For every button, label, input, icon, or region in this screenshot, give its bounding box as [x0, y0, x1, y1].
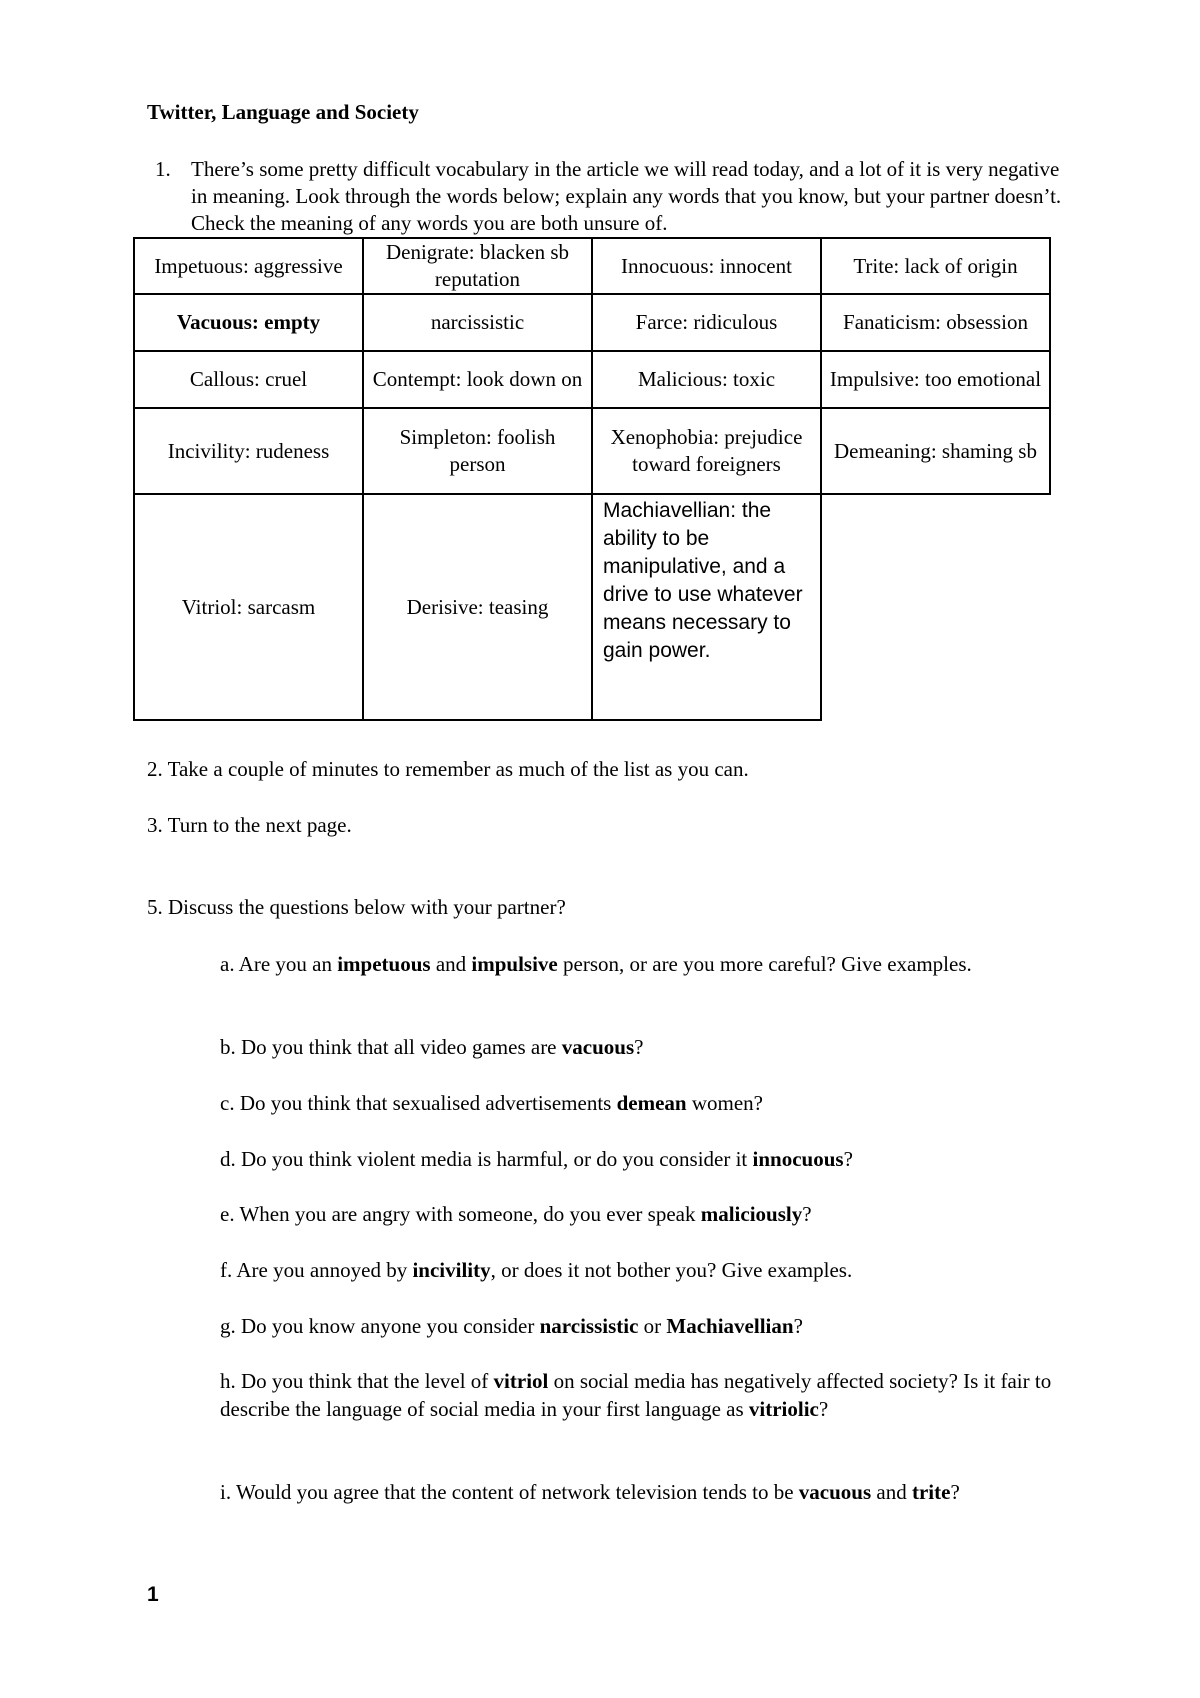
keyword: impulsive	[471, 952, 558, 976]
text-run: person, or are you more careful? Give examples.	[557, 952, 972, 976]
table-cell: Impulsive: too emotional	[821, 351, 1050, 408]
question-1-text: There’s some pretty difficult vocabulary in the article we will read today, and a lot of it is very negative in meaning. Look through the words below; explain any words that you know, but your partner doesn’t. Check the meaning of any words you are both unsure of.	[191, 157, 1062, 235]
text-run: ?	[634, 1035, 644, 1059]
question-2: 2. Take a couple of minutes to remember as much of the list as you can.	[147, 757, 749, 781]
text-run: , or does it not bother you? Give examples.	[490, 1258, 853, 1282]
text-run: g. Do you know anyone you consider	[220, 1314, 540, 1338]
text-run: i. Would you agree that the content of network television tends to be	[220, 1480, 799, 1504]
table-cell: Incivility: rudeness	[134, 408, 363, 494]
table-row	[134, 351, 1050, 408]
table-cell: Impetuous: aggressive	[134, 238, 363, 294]
table-cell: narcissistic	[363, 294, 592, 351]
table-cell: Machiavellian: the ability to be manipulative, and a drive to use whatever means necessary to gain power.	[592, 494, 821, 720]
table-cell: Callous: cruel	[134, 351, 363, 408]
text-run: ?	[843, 1147, 853, 1171]
page-number: 1	[147, 1583, 159, 1606]
table-cell: Farce: ridiculous	[592, 294, 821, 351]
table-row	[134, 408, 1050, 494]
text-run: b. Do you think that all video games are	[220, 1035, 562, 1059]
discussion-question-i	[220, 1478, 1060, 1506]
discussion-question-a	[220, 950, 1060, 978]
table-cell: Demeaning: shaming sb	[821, 408, 1050, 494]
text-run: women?	[686, 1091, 763, 1115]
keyword: narcissistic	[539, 1314, 639, 1338]
question-1	[155, 156, 1065, 237]
table-cell: Xenophobia: prejudice toward foreigners	[592, 408, 821, 494]
discussion-question-d	[220, 1145, 1060, 1173]
table-cell: Simpleton: foolish person	[363, 408, 592, 494]
text-run: c. Do you think that sexualised advertisements	[220, 1091, 617, 1115]
table-row	[134, 494, 1050, 720]
table-cell: Derisive: teasing	[363, 494, 592, 720]
table-row	[134, 294, 1050, 351]
table-cell: Trite: lack of origin	[821, 238, 1050, 294]
question-5: 5. Discuss the questions below with your partner?	[147, 895, 566, 919]
keyword: maliciously	[700, 1202, 803, 1226]
table-cell: Malicious: toxic	[592, 351, 821, 408]
discussion-question-c	[220, 1089, 1060, 1117]
text-run: h. Do you think that the level of	[220, 1369, 494, 1393]
keyword: Machiavellian	[666, 1314, 794, 1338]
keyword: trite	[911, 1480, 951, 1504]
table-cell: Fanaticism: obsession	[821, 294, 1050, 351]
keyword: incivility	[412, 1258, 491, 1282]
keyword: innocuous	[752, 1147, 844, 1171]
table-row	[134, 238, 1050, 294]
vocabulary-table	[133, 237, 1051, 721]
text-run: d. Do you think violent media is harmful, or do you consider it	[220, 1147, 753, 1171]
table-cell: Vacuous: empty	[134, 294, 363, 351]
keyword: vitriol	[493, 1369, 549, 1393]
table-cell: Vitriol: sarcasm	[134, 494, 363, 720]
page-title: Twitter, Language and Society	[147, 100, 419, 124]
table-cell: Innocuous: innocent	[592, 238, 821, 294]
text-run: e. When you are angry with someone, do you ever speak	[220, 1202, 701, 1226]
discussion-question-e	[220, 1200, 1060, 1228]
keyword: vitriolic	[748, 1397, 819, 1421]
text-run: and	[430, 952, 472, 976]
text-run: f. Are you annoyed by	[220, 1258, 413, 1282]
text-run: ?	[802, 1202, 812, 1226]
text-run: ?	[793, 1314, 803, 1338]
table-cell-empty	[821, 494, 1050, 720]
text-run: or	[638, 1314, 667, 1338]
keyword: vacuous	[798, 1480, 872, 1504]
text-run: on social media has negatively affected society? Is it fair to describe the language of social media in your first language as	[220, 1369, 1052, 1421]
keyword: demean	[616, 1091, 687, 1115]
discussion-question-b	[220, 1033, 1060, 1061]
discussion-question-h	[220, 1367, 1060, 1423]
question-3: 3. Turn to the next page.	[147, 813, 352, 837]
text-run: ?	[818, 1397, 829, 1421]
discussion-question-g	[220, 1312, 1060, 1340]
discussion-question-f	[220, 1256, 1060, 1284]
keyword: impetuous	[337, 952, 431, 976]
question-1-number: 1.	[155, 157, 171, 181]
text-run: a. Are you an	[220, 952, 338, 976]
table-cell: Contempt: look down on	[363, 351, 592, 408]
table-cell: Denigrate: blacken sb reputation	[363, 238, 592, 294]
text-run: ?	[950, 1480, 960, 1504]
keyword: vacuous	[561, 1035, 635, 1059]
text-run: and	[871, 1480, 912, 1504]
